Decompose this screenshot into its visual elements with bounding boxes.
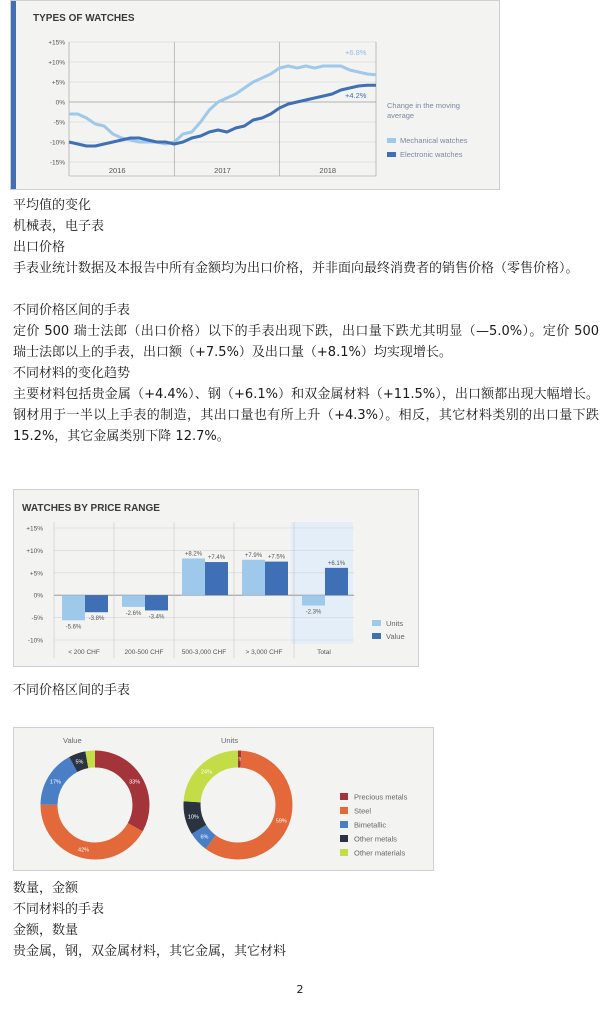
types-line-chart [11, 1, 500, 190]
y-tick-label: +5% [29, 570, 43, 578]
units-bar [302, 595, 325, 605]
x-category-label: 200-500 CHF [124, 649, 164, 656]
slice-label: 1% [235, 757, 244, 764]
types-grid [69, 42, 376, 176]
caption-moving-average: 平均值的变化 [13, 198, 92, 213]
y-tick-label: 0% [55, 99, 65, 107]
caption-price-range: 不同价格区间的手表 [13, 683, 131, 698]
slice-label: 42% [78, 847, 90, 854]
bar-data-label: -3.4% [148, 614, 165, 621]
elec-end-label: +4.2% [345, 91, 367, 100]
slice-label: 6% [200, 834, 209, 841]
legend-electronic: Electronic watches [400, 150, 463, 159]
bar-data-label: +7.9% [244, 552, 263, 559]
legend-swatch [340, 793, 348, 800]
legend-swatch-value [372, 633, 381, 639]
legend-swatch [340, 835, 348, 842]
types-x-ticks [109, 166, 336, 175]
legend-entry: Bimetallic [354, 820, 387, 830]
units-bar [122, 595, 145, 607]
price-y-ticks [26, 526, 43, 645]
value-bar [145, 595, 168, 610]
slice-label: 24% [201, 769, 213, 776]
legend-mechanical: Mechanical watches [400, 136, 468, 145]
caption-materials-watches: 不同材料的手表 [13, 902, 105, 917]
types-y-ticks [48, 40, 65, 167]
types-lines [69, 66, 376, 146]
paragraph-price-range: 定价 500 瑞士法郎（出口价格）以下的手表出现下跌，出口量下跌尤其明显（—5.0%）。定价 500 瑞士法郎以上的手表，出口额（+7.5%）及出口量（+8.1%）均实现增长。 [13, 324, 599, 360]
x-tick-label: 2016 [108, 166, 126, 175]
x-category-label: > 3,000 CHF [245, 649, 283, 656]
donut-units [188, 757, 287, 851]
slice-label: 59% [275, 818, 287, 825]
bar-data-label: +7.5% [267, 554, 286, 561]
heading-materials: 不同材料的变化趋势 [13, 366, 131, 381]
x-category-label: Total [317, 649, 331, 656]
price-title: WATCHES BY PRICE RANGE [22, 503, 160, 514]
x-category-label: 500-3,000 CHF [181, 649, 227, 656]
bar-data-label: +8.2% [184, 551, 203, 558]
value-bar [325, 568, 348, 595]
materials-figure [13, 727, 434, 871]
x-category-label: < 200 CHF [68, 649, 100, 656]
materials-donut-charts [14, 728, 434, 871]
caption-qty-amount: 数量，金额 [13, 881, 79, 896]
legend-swatch [340, 821, 348, 828]
price-range-figure [13, 489, 419, 667]
legend-entry: Other metals [354, 834, 397, 844]
legend-swatch [340, 807, 348, 814]
electronic-series-line [69, 85, 376, 146]
value-bar [205, 562, 228, 595]
legend-entry: Precious metals [354, 792, 408, 802]
price-bar-chart [14, 490, 419, 667]
value-bar [85, 595, 108, 612]
legend-swatch-electronic [387, 152, 396, 157]
value-bar [265, 562, 288, 596]
legend-swatch-units [372, 620, 381, 626]
slice-label: 10% [187, 814, 199, 821]
donut-value-title: Value [63, 736, 82, 745]
price-x-ticks [68, 649, 331, 656]
bar-data-label: -5.6% [65, 624, 82, 631]
slice-label: 5% [75, 759, 84, 766]
units-bar [182, 558, 205, 595]
legend-value: Value [386, 632, 405, 641]
bar-data-label: -3.8% [88, 616, 105, 623]
y-tick-label: +5% [51, 79, 65, 87]
bar-data-label: -2.3% [305, 609, 322, 616]
mech-end-label: +6.8% [345, 48, 367, 57]
materials-legend [340, 793, 408, 858]
y-tick-label: +15% [26, 525, 43, 533]
page-number: 2 [296, 983, 304, 996]
bar-data-label: +6.1% [327, 560, 346, 567]
y-tick-label: 0% [33, 592, 43, 600]
legend-swatch-mechanical [387, 138, 396, 143]
legend-units: Units [386, 619, 404, 628]
heading-price-range: 不同价格区间的手表 [13, 303, 131, 318]
donut-units-title: Units [221, 736, 239, 745]
slice-label: 17% [49, 779, 61, 786]
y-tick-label: -5% [31, 615, 43, 623]
units-bar [62, 595, 85, 620]
y-tick-label: +10% [48, 59, 65, 67]
types-note-line1: Change in the moving [387, 101, 460, 110]
legend-entry: Steel [354, 806, 372, 816]
y-tick-label: -10% [49, 139, 65, 147]
accent-stripe [11, 1, 16, 190]
types-of-watches-figure [10, 0, 500, 190]
caption-amount-qty: 金额，数量 [13, 923, 79, 938]
legend-swatch [340, 849, 348, 856]
bar-data-label: -2.6% [125, 610, 142, 617]
units-bar [242, 560, 265, 595]
paragraph-materials: 主要材料包括贵金属（+4.4%）、钢（+6.1%）和双金属材料（+11.5%），出口额都出现大幅增长。钢材用于一半以上手表的制造，其出口量也有所上升（+4.3%）。相反，其它材料类别的出口量下跌 15.2%，其它金属类别下降 12.7%。 [13, 387, 599, 444]
legend-entry: Other materials [354, 848, 406, 858]
slice-label: 33% [129, 779, 141, 786]
x-tick-label: 2018 [319, 166, 337, 175]
y-tick-label: -15% [49, 159, 65, 167]
types-title: TYPES OF WATCHES [33, 13, 135, 24]
caption-mech-elec: 机械表，电子表 [13, 219, 105, 234]
y-tick-label: +10% [26, 547, 43, 555]
x-tick-label: 2017 [214, 166, 231, 175]
paragraph-export-price: 手表业统计数据及本报告中所有金额均为出口价格，并非面向最终消费者的销售价格（零售价格）。 [13, 261, 579, 276]
types-note-line2: average [387, 111, 415, 120]
heading-export-price: 出口价格 [13, 240, 66, 255]
y-tick-label: -5% [53, 119, 65, 127]
caption-material-list: 贵金属，钢，双金属材料，其它金属，其它材料 [13, 944, 287, 959]
y-tick-label: -10% [27, 637, 43, 645]
bar-data-label: +7.4% [207, 555, 226, 562]
y-tick-label: +15% [48, 39, 65, 47]
donut-value [49, 759, 141, 854]
